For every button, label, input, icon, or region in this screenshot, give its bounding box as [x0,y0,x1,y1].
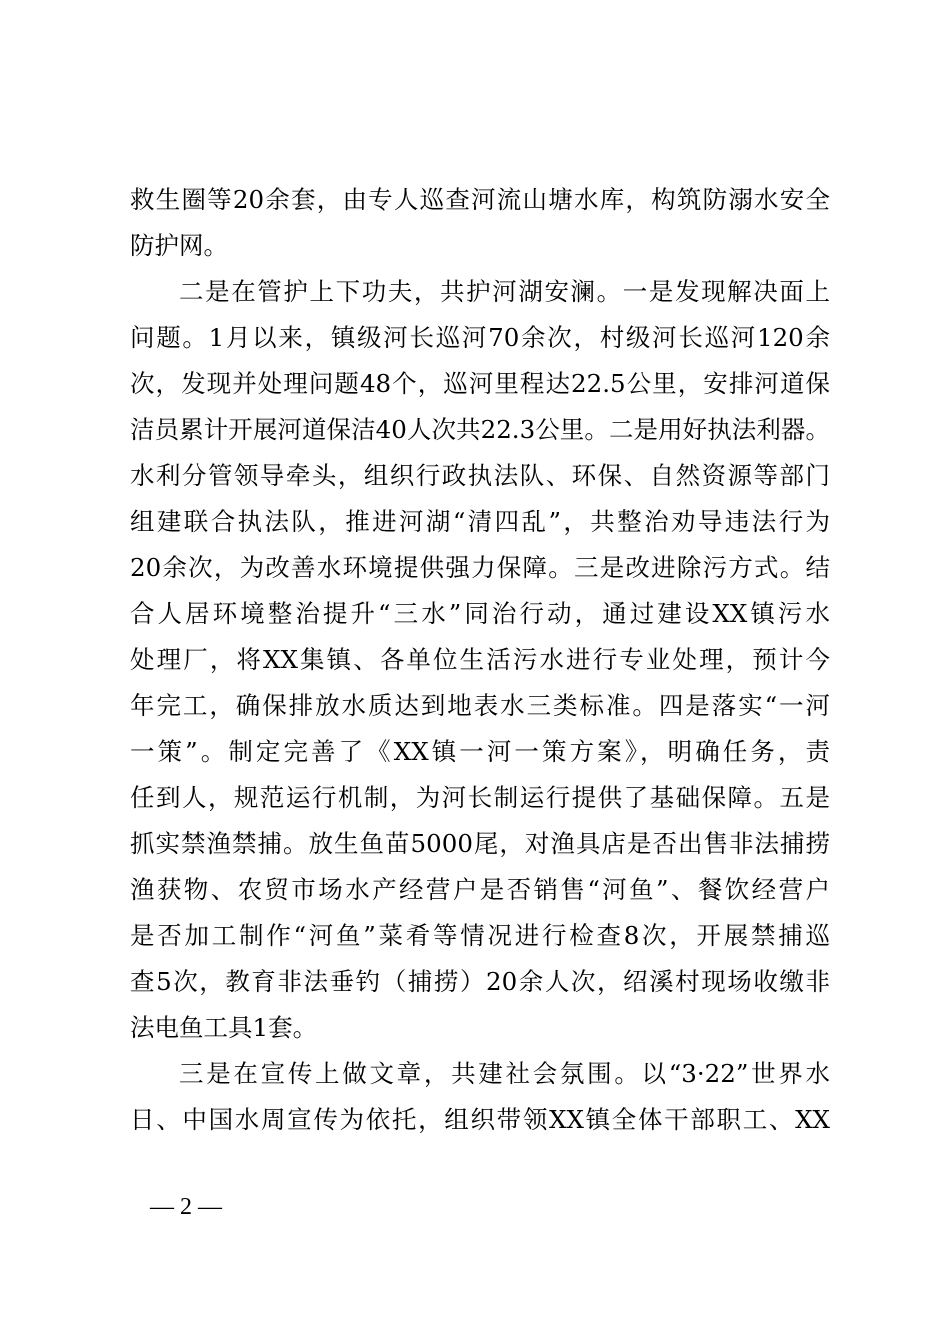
text-line: 法电鱼工具1套。 [130,1013,318,1042]
text-line: 处理厂，将XX集镇、各单位生活污水进行专业处理，预计今 [130,645,830,674]
text-line: 一策”。制定完善了《XX镇一河一策方案》，明确任务，责 [130,737,830,766]
text-line: 20余次，为改善水环境提供强力保障。三是改进除污方式。结 [130,553,830,582]
paragraph-start-line: 三是在宣传上做文章，共建社会氛围。以“3·22”世界水 [179,1059,830,1088]
text-line: 查5次，教育非法垂钓（捕捞）20余人次，绍溪村现场收缴非 [130,967,830,996]
text-line: 任到人，规范运行机制，为河长制运行提供了基础保障。五是 [130,783,830,812]
text-line: 日、中国水周宣传为依托，组织带领XX镇全体干部职工、XX [130,1105,830,1134]
text-line: 渔获物、农贸市场水产经营户是否销售“河鱼”、餐饮经营户 [130,875,830,904]
text-line: 问题。1月以来，镇级河长巡河70余次，村级河长巡河120余 [130,323,830,352]
text-line: 是否加工制作“河鱼”菜肴等情况进行检查8次，开展禁捕巡 [130,921,830,950]
text-line: 合人居环境整治提升“三水”同治行动，通过建设XX镇污水 [130,599,830,628]
body-text [130,177,830,1143]
page-number: — 2 — [150,1194,222,1220]
text-line: 次，发现并处理问题48个，巡河里程达22.5公里，安排河道保 [130,369,830,398]
text-line: 年完工，确保排放水质达到地表水三类标准。四是落实“一河 [130,691,830,720]
text-line: 救生圈等20余套，由专人巡查河流山塘水库，构筑防溺水安全 [130,185,830,214]
text-line: 防护网。 [130,231,228,260]
text-line: 水利分管领导牵头，组织行政执法队、环保、自然资源等部门 [130,461,830,490]
text-line: 组建联合执法队，推进河湖“清四乱”，共整治劝导违法行为 [130,507,830,536]
paragraph-start-line: 二是在管护上下功夫，共护河湖安澜。一是发现解决面上 [179,277,830,306]
text-line: 抓实禁渔禁捕。放生鱼苗5000尾，对渔具店是否出售非法捕捞 [130,829,830,858]
text-line: 洁员累计开展河道保洁40人次共22.3公里。二是用好执法利器。 [130,415,830,444]
